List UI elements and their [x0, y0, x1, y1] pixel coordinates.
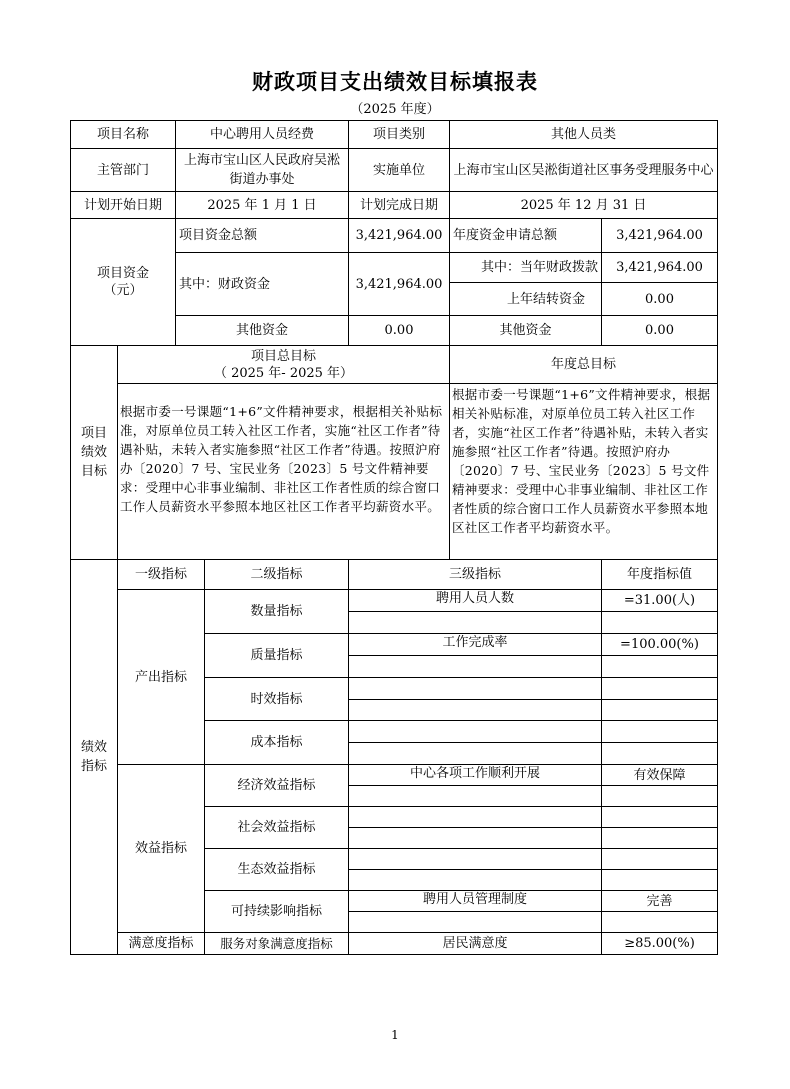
quality-empty-item — [349, 656, 602, 678]
quantity-value: =31.00(人) — [602, 590, 718, 612]
funds-current-label: 其中：当年财政拨款 — [450, 253, 602, 283]
funds-label: 项目资金（元） — [70, 219, 176, 346]
service-satisfaction-value: ≥85.00(%) — [602, 933, 718, 955]
header-annual-value: 年度指标值 — [602, 560, 718, 590]
funds-other-label: 其他资金 — [176, 316, 349, 346]
sustain-empty-item — [349, 912, 602, 933]
project-type-value: 其他人员类 — [450, 120, 718, 149]
funds-carry-label: 上年结转资金 — [450, 283, 602, 316]
social-indicator-label: 社会效益指标 — [205, 807, 349, 849]
funds-total-value: 3,421,964.00 — [349, 219, 450, 253]
social-empty-value — [602, 807, 718, 828]
dept-value: 上海市宝山区人民政府吴淞街道办事处 — [176, 149, 349, 192]
economic-value: 有效保障 — [602, 765, 718, 786]
form-title: 财政项目支出绩效目标填报表 — [252, 69, 538, 94]
timeliness-empty-item — [349, 678, 602, 700]
page-number: 1 — [391, 1028, 399, 1042]
timeliness-empty-value — [602, 678, 718, 700]
goals-label: 项目绩效目标 — [70, 346, 118, 560]
funds-fiscal-label: 其中：财政资金 — [176, 253, 349, 316]
dept-label: 主管部门 — [70, 149, 176, 192]
sustain-empty-value — [602, 912, 718, 933]
social-empty-item — [349, 807, 602, 828]
benefit-indicator-label: 效益指标 — [118, 765, 205, 933]
funds-annual-label: 年度资金申请总额 — [450, 219, 602, 253]
sustain-item: 聘用人员管理制度 — [349, 891, 602, 912]
performance-table — [70, 120, 718, 955]
service-satisfaction-item: 居民满意度 — [349, 933, 602, 955]
funds-current-value: 3,421,964.00 — [602, 253, 718, 283]
timeliness-indicator-label: 时效指标 — [205, 678, 349, 721]
ecological-empty-value-2 — [602, 870, 718, 891]
cost-indicator-label: 成本指标 — [205, 721, 349, 765]
overall-goal-range: （ 2025 年- 2025 年） — [213, 365, 354, 381]
annual-goal-label: 年度总目标 — [450, 346, 718, 384]
sustain-indicator-label: 可持续影响指标 — [205, 891, 349, 933]
ecological-empty-item — [349, 849, 602, 870]
quality-indicator-label: 质量指标 — [205, 634, 349, 678]
header-level1: 一级指标 — [118, 560, 205, 590]
economic-empty-item — [349, 786, 602, 807]
quantity-empty-item — [349, 612, 602, 634]
funds-other2-value: 0.00 — [602, 316, 718, 346]
quality-empty-value — [602, 656, 718, 678]
funds-annual-value: 3,421,964.00 — [602, 219, 718, 253]
cost-empty-value — [602, 721, 718, 743]
project-name-label: 项目名称 — [70, 120, 176, 149]
satisfaction-indicator-label: 满意度指标 — [118, 933, 205, 955]
sustain-value: 完善 — [602, 891, 718, 912]
economic-indicator-label: 经济效益指标 — [205, 765, 349, 807]
economic-item: 中心各项工作顺利开展 — [349, 765, 602, 786]
form-year: （2025 年度） — [350, 102, 440, 117]
end-date-value: 2025 年 12 月 31 日 — [450, 192, 718, 219]
social-empty-value-2 — [602, 828, 718, 849]
cost-empty-item-2 — [349, 743, 602, 765]
output-indicator-label: 产出指标 — [118, 590, 205, 765]
cost-empty-item — [349, 721, 602, 743]
start-date-label: 计划开始日期 — [70, 192, 176, 219]
funds-other-value: 0.00 — [349, 316, 450, 346]
funds-carry-value: 0.00 — [602, 283, 718, 316]
impl-value: 上海市宝山区吴淞街道社区事务受理服务中心 — [450, 149, 718, 192]
quality-item: 工作完成率 — [349, 634, 602, 656]
funds-total-label: 项目资金总额 — [176, 219, 349, 253]
impl-label: 实施单位 — [349, 149, 450, 192]
quality-value: =100.00(%) — [602, 634, 718, 656]
start-date-value: 2025 年 1 月 1 日 — [176, 192, 349, 219]
overall-goal-text: 根据市委一号课题“1+6”文件精神要求，根据相关补贴标准，对原单位员工转入社区工作者，实施“社区工作者”待遇补贴，未转入者实施参照“社区工作者”待遇。按照沪府办〔2020〕7 号、宝民业务〔2023〕5 号文件精神要求：受理中心非事业编制、非社区工作者性质的综合窗口工作人员薪资水平参照本地区社区工作者平均薪资水平。 — [118, 384, 450, 560]
timeliness-empty-value-2 — [602, 700, 718, 721]
end-date-label: 计划完成日期 — [349, 192, 450, 219]
cost-empty-value-2 — [602, 743, 718, 765]
ecological-indicator-label: 生态效益指标 — [205, 849, 349, 891]
social-empty-item-2 — [349, 828, 602, 849]
indicators-label: 绩效指标 — [70, 560, 118, 955]
header-level3: 三级指标 — [349, 560, 602, 590]
header-level2: 二级指标 — [205, 560, 349, 590]
quantity-empty-value — [602, 612, 718, 634]
ecological-empty-item-2 — [349, 870, 602, 891]
funds-other2-label: 其他资金 — [450, 316, 602, 346]
overall-goal-label: 项目总目标 — [250, 348, 316, 364]
service-satisfaction-label: 服务对象满意度指标 — [205, 933, 349, 955]
overall-goal-header — [118, 346, 450, 384]
project-name-value: 中心聘用人员经费 — [176, 120, 349, 149]
quantity-indicator-label: 数量指标 — [205, 590, 349, 634]
timeliness-empty-item-2 — [349, 700, 602, 721]
economic-empty-value — [602, 786, 718, 807]
ecological-empty-value — [602, 849, 718, 870]
funds-fiscal-value: 3,421,964.00 — [349, 253, 450, 316]
quantity-item: 聘用人员人数 — [349, 590, 602, 612]
project-type-label: 项目类别 — [349, 120, 450, 149]
annual-goal-text: 根据市委一号课题“1+6”文件精神要求，根据相关补贴标准，对原单位员工转入社区工作者，实施“社区工作者”待遇补贴，未转入者实施参照“社区工作者”待遇。按照沪府办〔2020〕7 号、宝民业务〔2023〕5 号文件精神要求：受理中心非事业编制、非社区工作者性质的综合窗口工作人员薪资水平参照本地区社区工作者平均薪资水平。 — [450, 384, 718, 560]
